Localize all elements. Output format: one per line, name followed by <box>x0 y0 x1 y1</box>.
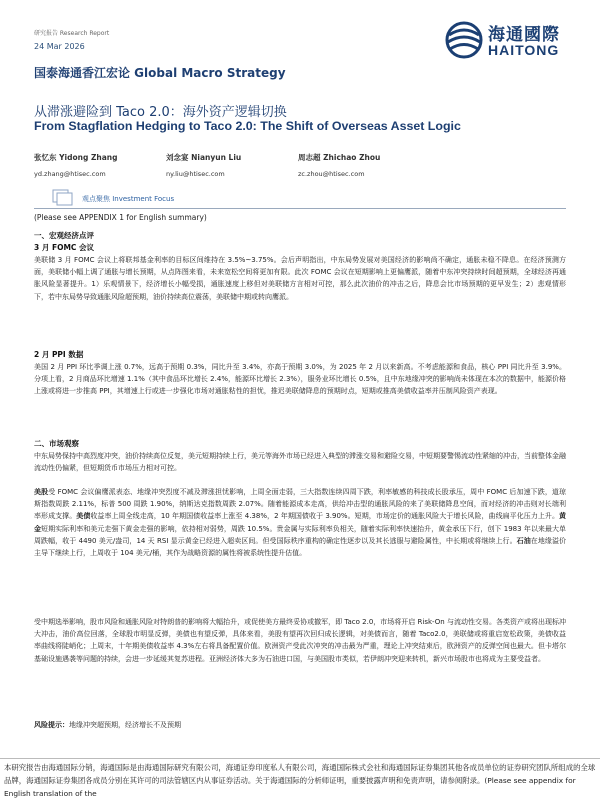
author-name: 刘念宴 Nianyun Liu <box>166 153 242 162</box>
appendix-note: (Please see APPENDIX 1 for English summary) <box>34 213 207 222</box>
report-title-en: From Stagflation Hedging to Taco 2.0: The Shift of Overseas Asset Logic <box>34 119 461 133</box>
section-heading: 一、宏观经济点评 <box>34 231 94 240</box>
author-3 <box>298 152 380 178</box>
haitong-logo <box>442 12 590 68</box>
author-email[interactable]: zc.zhou@htisec.com <box>298 170 365 178</box>
section-heading: 二、市场观察 <box>34 439 79 448</box>
market-paragraph-3: 受中期选举影响，股市风险和通胀风险对特朗普的影响将大幅抬升，或促使美方最终妥协或撤军，即 Taco 2.0，市场将开启 Risk-On 与流动性交易。各类资产或将出现标冲大冲击，油价高位回落，全球股市明显反弹，美债也有望反弹，具体来看，美股有望再次回归成长逻辑，对美债而言，随着 Taco2.0，美联储或将重启宽松政策，美债收益率曲线将陡峭化；上周末，十年期美债收益率 4.3%左右将具备配置价值。欧洲资产受此次冲突的冲击最为严重，理论上冲突结束后，欧洲资产的反弹空间也最大。但卡塔尔基础设施遇袭等问题的持续，会进一步延缓其复苏进程。亚洲经济体大多为石油进口国，与美国股市类似，若伊朗冲突迎来转机，新兴市场股市也将成为主要受益者。 <box>34 618 566 663</box>
logo-text-cn: 海通國際 <box>488 25 560 45</box>
risk-warning <box>34 719 566 731</box>
author-name: 张忆东 Yidong Zhang <box>34 153 118 162</box>
investment-focus-icon <box>52 187 74 207</box>
report-type-label: 研究报告 Research Report <box>34 30 110 37</box>
investment-focus-label: 观点聚焦 Investment Focus <box>82 195 175 203</box>
report-date: 24 Mar 2026 <box>34 42 85 51</box>
logo-text-en: HAITONG <box>488 42 560 58</box>
risk-label: 风险提示： <box>34 721 69 729</box>
text-us-equities: 受 FOMC 会议偏鹰派表态、地缘冲突烈度不减及滞涨担忧影响，上周全面走弱，三大指数连续四周下跌，利率敏感的科技成长股承压，周中 FOMC 后加速下跌，道琼斯指数周跌 2.11%，标普 500 周跌 1.90%，纳斯达克指数周跌 2.07%。随着能源成本走高，供给冲击型的通胀风险的来了美联储降息空间，而对经济的冲击则对长端利率形成支撑。 <box>34 488 567 521</box>
risk-text: 地缘冲突超预期，经济增长不及预期 <box>69 721 181 729</box>
haitong-globe-icon <box>444 20 484 60</box>
fomc-paragraph: 美联储 3 月 FOMC 会议上将联邦基金利率的目标区间维持在 3.5%~3.75%。会后声明指出，中东局势发展对美国经济的影响尚不确定，通胀未稳不降息。在经济预测方面，美联储小幅上调了通胀与增长预期，从点阵图来看，未来宽松空间将更加有限。此次 FOMC 会议在短期影响上更偏鹰派，随着中东冲突持续时间超预期，全球经济再通胀风险显著提升。1）乐观情景下，经济增长小幅受损，通胀速度上移但对美联储方言相对可控，那么此次油价的冲击之后，降息会比市场预期的更早发生；2）悲观情形下，若中东局势导致通胀风险超预期，油价持续高位震荡，美联储中期或转向鹰派。 <box>34 256 566 301</box>
author-1 <box>34 152 118 178</box>
text-oil: 在地缘溢价主导下继续上行，上周收于 104 美元/桶，其作为战略资源的属性将被系统性提升估值。 <box>34 536 567 558</box>
text-us-treasuries: 收益率上周全线走高，10 年期国债收益率上涨至 4.38%，2 年期国债收于 3.90%。短期，市场定价的通胀风险大于增长风险，曲线扁平化压力上升。 <box>90 512 560 521</box>
market-paragraph-1: 中东局势保持中高烈度冲突，油价持续高位反复，美元短期持续上行，美元等海外市场已经进入典型的滞涨交易和避险交易，中短期要警惕流动性紧缩的冲击，当前整体金融流动性仍偏紧，但短期货币市场压力相对可控。 <box>34 452 566 473</box>
lead-oil: 石油 <box>516 536 531 545</box>
author-name: 周志超 Zhichao Zhou <box>298 153 381 162</box>
lead-us-equities: 美股 <box>34 488 49 496</box>
text-gold: 短期实际利率和美元走强下黄金走强的影响，依持相对弱势，周跌 10.5%。贵金属与实际利率负相关，随着实际利率快速抬升，黄金承压下行，创下 1983 年以来最大单周跌幅，收于 4490 美元/盎司，14 天 RSI 显示黄金已经进入超卖区间。但受国际秩序重构的确定性逐步以及其长逃服与避险属性，中长期或将继续上行。 <box>34 524 567 545</box>
disclaimer: 本研究报告由海通国际分销，海通国际是由海通国际研究有限公司，海通证券印度私人有限公司，海通国际株式会社和海通国际证券集团其他各成员单位的证券研究团队所组成的全球品牌，海通国际证券集团各成员分别在其许可的司法管辖区内从事证券活动。关于海通国际的分析师证明，重要披露声明和免责声明，请参阅附录。(Please see appendix for English translation of the <box>0 758 600 800</box>
market-paragraph-2 <box>34 486 566 559</box>
ppi-paragraph: 美国 2 月 PPI 环比季调上涨 0.7%，远高于预期 0.3%，同比升至 3.4%，亦高于预期 3.0%，为 2025 年 2 月以来新高。不考虑能源和食品，核心 PPI 同比升至 3.9%。分项上看，2 月商品环比增速 1.1%（其中食品环比增长 2.4%，能源环比增长 2.3%），服务业环比增长 0.5%，且中东地缘冲突的影响尚未体现在本次的数据中，能源价格上涨或将进一步推高 PPI，其增速上行或进一步强化市场对通胀粘性的担忧，推迟美联储降息的预期时点，短期或推高美债收益率并压制风险资产表现。 <box>34 363 566 396</box>
series-title: 国泰海通香江宏论 Global Macro Strategy <box>34 66 286 80</box>
author-2 <box>166 152 241 178</box>
report-title-cn: 从滞涨避险到 Taco 2.0：海外资产逻辑切换 <box>34 105 287 120</box>
subsection-heading-fomc: 3 月 FOMC 会议 <box>34 243 95 252</box>
author-email[interactable]: yd.zhang@htisec.com <box>34 170 106 178</box>
author-email[interactable]: ny.liu@htisec.com <box>166 170 225 178</box>
subsection-heading-ppi: 2 月 PPI 数据 <box>34 350 84 359</box>
lead-us-treasuries: 美债 <box>76 512 91 521</box>
lead-gold: 黄金 <box>34 512 567 533</box>
divider <box>34 208 566 209</box>
